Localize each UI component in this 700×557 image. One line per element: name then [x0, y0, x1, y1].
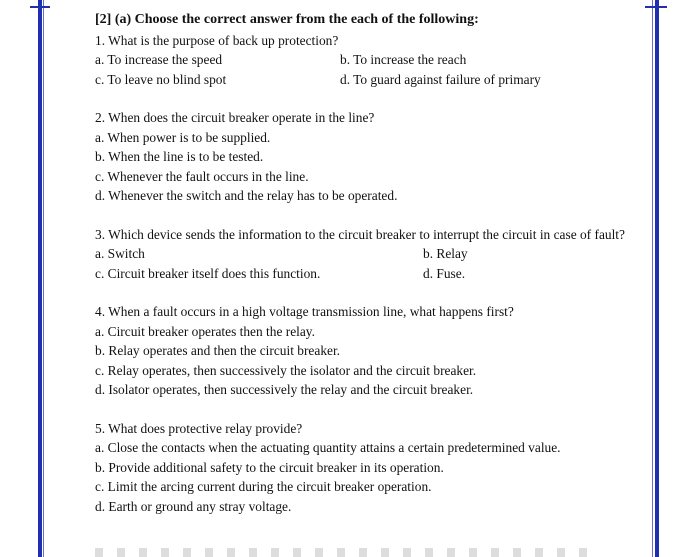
question-1-option-a: a. To increase the speed: [95, 52, 223, 67]
question-4-option-a: a. Circuit breaker operates then the relay.: [95, 323, 315, 339]
question-1-option-d: d. To guard against failure of primary: [340, 71, 541, 87]
question-5-option-a: a. Close the contacts when the actuating quantity attains a certain predetermined value.: [95, 440, 561, 455]
question-5-option-b: b. Provide additional safety to the circuit breaker in its operation.: [95, 459, 444, 475]
page-border-left-inner: [43, 0, 44, 557]
question-3-options-row-2: [95, 264, 625, 284]
section-heading: [2] (a) Choose the correct answer from the each of the following:: [95, 12, 479, 27]
question-3-text: 3. Which device sends the information to the circuit breaker to interrupt the circuit in case of fault?: [95, 226, 625, 242]
question-1-options-row-1: [95, 50, 625, 70]
question-5-option-d: d. Earth or ground any stray voltage.: [95, 498, 292, 514]
page-border-left: [38, 0, 42, 557]
question-5-text: 5. What does protective relay provide?: [95, 420, 303, 436]
question-5-option-c: c. Limit the arcing current during the circuit breaker operation.: [95, 479, 432, 494]
page-border-corner-top-right: [645, 0, 667, 8]
question-2-option-d: d. Whenever the switch and the relay has to be operated.: [95, 188, 398, 203]
question-3-options-row-1: [95, 244, 625, 264]
cut-off-next-line: [95, 548, 595, 557]
question-3-option-b: b. Relay: [423, 246, 468, 261]
question-4-option-b: b. Relay operates and then the circuit breaker.: [95, 343, 341, 358]
question-2-option-a: a. When power is to be supplied.: [95, 129, 271, 145]
page-border-right-inner: [652, 0, 653, 557]
question-4-option-d: d. Isolator operates, then successively the relay and the circuit breaker.: [95, 382, 474, 397]
question-1-option-c: c. To leave no blind spot: [95, 71, 227, 87]
question-4-option-c: c. Relay operates, then successively the isolator and the circuit breaker.: [95, 362, 477, 378]
page-border-right: [655, 0, 659, 557]
question-2-text: 2. When does the circuit breaker operate in the line?: [95, 110, 375, 125]
question-3-option-c: c. Circuit breaker itself does this function.: [95, 265, 321, 281]
question-4-text: 4. When a fault occurs in a high voltage transmission line, what happens first?: [95, 304, 514, 319]
page-border-corner-top-left: [30, 0, 50, 8]
question-1-option-b: b. To increase the reach: [340, 52, 467, 67]
question-sheet: [95, 10, 625, 516]
question-1-options-row-2: [95, 70, 625, 90]
question-3-option-a: a. Switch: [95, 246, 145, 261]
question-2-option-c: c. Whenever the fault occurs in the line.: [95, 168, 309, 184]
question-3-option-d: d. Fuse.: [423, 265, 466, 281]
question-2-option-b: b. When the line is to be tested.: [95, 149, 264, 164]
question-1-text: 1. What is the purpose of back up protection?: [95, 32, 339, 48]
